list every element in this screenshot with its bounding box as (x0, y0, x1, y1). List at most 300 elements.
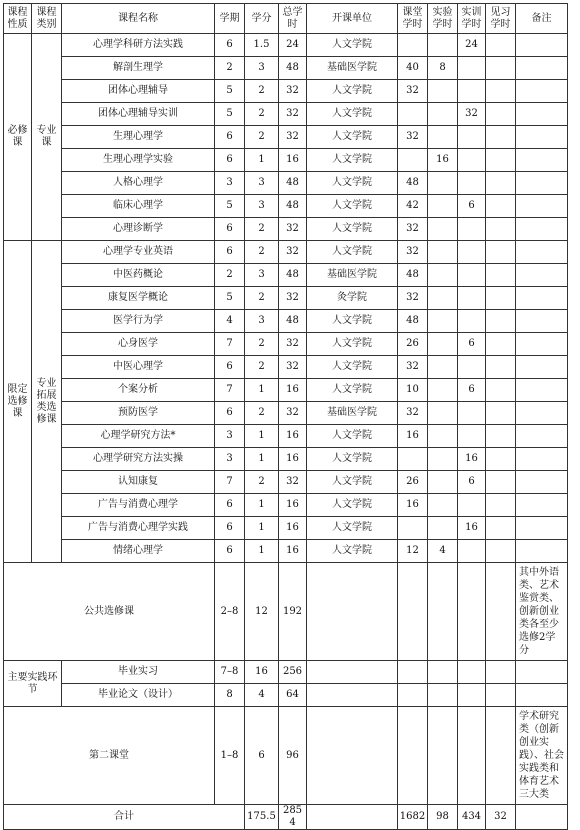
course-term: 6 (215, 34, 245, 57)
course-hours: 24 (279, 34, 307, 57)
course-term: 6 (215, 402, 245, 425)
internship-hours (486, 34, 516, 57)
course-unit: 人文学院 (307, 310, 398, 333)
practice-row (4, 661, 568, 684)
course-name: 心身医学 (62, 333, 215, 356)
total-hours: 2854 (279, 805, 307, 830)
course-credit: 2 (245, 80, 279, 103)
course-row (4, 57, 568, 80)
course-name: 心理诊断学 (62, 218, 215, 241)
course-unit: 人文学院 (307, 494, 398, 517)
course-unit: 人文学院 (307, 540, 398, 563)
course-name: 心理学专业英语 (62, 241, 215, 264)
internship-hours (486, 379, 516, 402)
course-credit: 1 (245, 517, 279, 540)
course-unit: 人文学院 (307, 80, 398, 103)
practice-hours: 256 (279, 661, 307, 684)
training-hours: 16 (458, 517, 486, 540)
lecture-hours (398, 103, 428, 126)
course-unit: 人文学院 (307, 425, 398, 448)
practice-name: 毕业实习 (62, 661, 215, 684)
course-credit: 2 (245, 218, 279, 241)
course-credit: 1 (245, 540, 279, 563)
lab-hours (428, 517, 458, 540)
second-class-term: 1–8 (215, 707, 245, 805)
course-unit: 人文学院 (307, 218, 398, 241)
course-row (4, 287, 568, 310)
lab-hours (428, 471, 458, 494)
training-hours (458, 218, 486, 241)
course-name: 中医药概论 (62, 264, 215, 287)
public-elective-row (4, 563, 568, 661)
course-note (516, 57, 568, 80)
internship-hours (486, 80, 516, 103)
course-term: 6 (215, 356, 245, 379)
course-hours: 32 (279, 402, 307, 425)
course-term: 7 (215, 333, 245, 356)
course-row (4, 494, 568, 517)
course-credit: 1 (245, 425, 279, 448)
lecture-hours: 32 (398, 126, 428, 149)
course-term: 6 (215, 218, 245, 241)
total-training: 434 (458, 805, 486, 830)
course-name: 心理学研究方法* (62, 425, 215, 448)
practice-name: 毕业论文（设计） (62, 684, 215, 707)
course-hours: 16 (279, 517, 307, 540)
course-hours: 48 (279, 57, 307, 80)
course-term: 6 (215, 149, 245, 172)
training-hours (458, 540, 486, 563)
training-hours: 32 (458, 103, 486, 126)
lecture-hours (398, 517, 428, 540)
lab-hours: 8 (428, 57, 458, 80)
course-unit: 人文学院 (307, 356, 398, 379)
lab-hours: 4 (428, 540, 458, 563)
lecture-hours: 26 (398, 471, 428, 494)
practice-credit: 16 (245, 661, 279, 684)
course-term: 6 (215, 540, 245, 563)
course-nature: 限定选修课 (4, 241, 32, 563)
course-note (516, 103, 568, 126)
lecture-hours (398, 448, 428, 471)
course-name: 中医心理学 (62, 356, 215, 379)
course-hours: 16 (279, 425, 307, 448)
lecture-hours: 32 (398, 402, 428, 425)
course-name: 临床心理学 (62, 195, 215, 218)
lecture-hours: 48 (398, 264, 428, 287)
internship-hours (486, 494, 516, 517)
course-note (516, 425, 568, 448)
total-label: 合计 (4, 805, 245, 830)
course-unit: 人文学院 (307, 172, 398, 195)
internship-hours (486, 310, 516, 333)
course-category: 专业课 (32, 34, 62, 241)
course-row (4, 448, 568, 471)
course-unit: 灸学院 (307, 287, 398, 310)
internship-hours (486, 517, 516, 540)
lecture-hours: 12 (398, 540, 428, 563)
course-unit: 人文学院 (307, 241, 398, 264)
header-internship-hours: 见习学时 (486, 4, 516, 34)
training-hours (458, 425, 486, 448)
course-credit: 2 (245, 103, 279, 126)
course-unit: 人文学院 (307, 126, 398, 149)
course-row (4, 310, 568, 333)
course-note (516, 172, 568, 195)
course-name: 预防医学 (62, 402, 215, 425)
course-row (4, 195, 568, 218)
second-class-row (4, 707, 568, 805)
lab-hours (428, 333, 458, 356)
lab-hours (428, 264, 458, 287)
lecture-hours: 32 (398, 241, 428, 264)
training-hours (458, 172, 486, 195)
course-note (516, 540, 568, 563)
course-note (516, 241, 568, 264)
course-note (516, 34, 568, 57)
practice-term: 8 (215, 684, 245, 707)
course-credit: 1 (245, 379, 279, 402)
internship-hours (486, 264, 516, 287)
lecture-hours: 48 (398, 172, 428, 195)
lab-hours (428, 448, 458, 471)
course-row (4, 333, 568, 356)
course-row (4, 356, 568, 379)
training-hours: 6 (458, 195, 486, 218)
practice-credit: 4 (245, 684, 279, 707)
total-lab: 98 (428, 805, 458, 830)
course-hours: 16 (279, 149, 307, 172)
lab-hours (428, 80, 458, 103)
course-credit: 1 (245, 149, 279, 172)
header-total-hours: 总学时 (279, 4, 307, 34)
lab-hours (428, 379, 458, 402)
course-term: 2 (215, 264, 245, 287)
course-hours: 32 (279, 103, 307, 126)
lab-hours (428, 402, 458, 425)
lab-hours (428, 172, 458, 195)
course-name: 广告与消费心理学实践 (62, 517, 215, 540)
course-credit: 1.5 (245, 34, 279, 57)
course-credit: 2 (245, 333, 279, 356)
course-row (4, 172, 568, 195)
course-name: 心理学科研方法实践 (62, 34, 215, 57)
header-row (4, 4, 568, 34)
course-credit: 2 (245, 287, 279, 310)
course-unit: 基础医学院 (307, 264, 398, 287)
course-name: 团体心理辅导实训 (62, 103, 215, 126)
course-row (4, 471, 568, 494)
internship-hours (486, 241, 516, 264)
course-credit: 3 (245, 57, 279, 80)
curriculum-table (3, 3, 568, 830)
course-note (516, 80, 568, 103)
course-note (516, 494, 568, 517)
course-credit: 2 (245, 126, 279, 149)
public-elective-hours: 192 (279, 563, 307, 661)
course-row (4, 517, 568, 540)
course-hours: 48 (279, 172, 307, 195)
course-hours: 48 (279, 264, 307, 287)
header-nature: 课程性质 (4, 4, 32, 34)
lecture-hours: 26 (398, 333, 428, 356)
course-note (516, 126, 568, 149)
course-unit: 人文学院 (307, 471, 398, 494)
course-nature: 必修课 (4, 34, 32, 241)
lab-hours (428, 103, 458, 126)
course-note (516, 471, 568, 494)
training-hours: 6 (458, 379, 486, 402)
training-hours (458, 356, 486, 379)
lab-hours (428, 287, 458, 310)
course-hours: 32 (279, 333, 307, 356)
course-unit: 人文学院 (307, 103, 398, 126)
public-elective-name: 公共选修课 (4, 563, 215, 661)
lab-hours (428, 310, 458, 333)
course-term: 4 (215, 310, 245, 333)
lecture-hours: 42 (398, 195, 428, 218)
course-unit: 人文学院 (307, 34, 398, 57)
course-note (516, 517, 568, 540)
training-hours (458, 149, 486, 172)
course-note (516, 287, 568, 310)
course-credit: 1 (245, 494, 279, 517)
course-hours: 32 (279, 471, 307, 494)
lab-hours (428, 425, 458, 448)
header-lecture-hours: 课堂学时 (398, 4, 428, 34)
lab-hours (428, 494, 458, 517)
training-hours (458, 310, 486, 333)
second-class-note: 学术研究类（创新创业实践）、社会实践类和体育艺术三大类 (516, 707, 568, 805)
course-hours: 16 (279, 494, 307, 517)
lecture-hours (398, 34, 428, 57)
course-unit: 人文学院 (307, 517, 398, 540)
course-hours: 16 (279, 379, 307, 402)
course-note (516, 379, 568, 402)
course-name: 康复医学概论 (62, 287, 215, 310)
course-credit: 3 (245, 195, 279, 218)
course-unit: 人文学院 (307, 195, 398, 218)
total-internship: 32 (486, 805, 516, 830)
training-hours: 6 (458, 333, 486, 356)
course-name: 广告与消费心理学 (62, 494, 215, 517)
course-credit: 3 (245, 172, 279, 195)
course-row (4, 379, 568, 402)
total-credit: 175.5 (245, 805, 279, 830)
course-hours: 48 (279, 310, 307, 333)
internship-hours (486, 126, 516, 149)
second-class-hours: 96 (279, 707, 307, 805)
course-row (4, 126, 568, 149)
lab-hours (428, 126, 458, 149)
course-note (516, 402, 568, 425)
course-term: 6 (215, 517, 245, 540)
training-hours (458, 57, 486, 80)
header-note: 备注 (516, 4, 568, 34)
training-hours (458, 287, 486, 310)
training-hours: 16 (458, 448, 486, 471)
course-unit: 人文学院 (307, 149, 398, 172)
public-elective-term: 2–8 (215, 563, 245, 661)
course-credit: 3 (245, 310, 279, 333)
practice-term: 7–8 (215, 661, 245, 684)
course-hours: 16 (279, 540, 307, 563)
header-unit: 开课单位 (307, 4, 398, 34)
header-category: 课程类别 (32, 4, 62, 34)
course-term: 6 (215, 494, 245, 517)
course-note (516, 195, 568, 218)
course-hours: 16 (279, 448, 307, 471)
course-term: 6 (215, 126, 245, 149)
course-hours: 32 (279, 126, 307, 149)
lecture-hours: 16 (398, 494, 428, 517)
course-name: 团体心理辅导 (62, 80, 215, 103)
course-unit: 人文学院 (307, 448, 398, 471)
second-class-name: 第二课堂 (4, 707, 215, 805)
course-credit: 1 (245, 448, 279, 471)
lecture-hours: 32 (398, 80, 428, 103)
course-unit: 基础医学院 (307, 57, 398, 80)
course-name: 情绪心理学 (62, 540, 215, 563)
course-credit: 3 (245, 264, 279, 287)
lab-hours (428, 34, 458, 57)
course-credit: 2 (245, 402, 279, 425)
course-row (4, 425, 568, 448)
course-term: 5 (215, 287, 245, 310)
internship-hours (486, 356, 516, 379)
course-unit: 人文学院 (307, 379, 398, 402)
course-name: 生理心理学实验 (62, 149, 215, 172)
second-class-credit: 6 (245, 707, 279, 805)
course-name: 心理学研究方法实操 (62, 448, 215, 471)
internship-hours (486, 287, 516, 310)
lecture-hours: 40 (398, 57, 428, 80)
course-row (4, 264, 568, 287)
course-note (516, 149, 568, 172)
course-hours: 32 (279, 356, 307, 379)
internship-hours (486, 172, 516, 195)
lecture-hours (398, 149, 428, 172)
course-note (516, 218, 568, 241)
header-lab-hours: 实验学时 (428, 4, 458, 34)
lecture-hours: 32 (398, 287, 428, 310)
course-hours: 32 (279, 241, 307, 264)
internship-hours (486, 149, 516, 172)
course-category: 专业拓展类选修课 (32, 241, 62, 563)
course-row (4, 103, 568, 126)
training-hours (458, 126, 486, 149)
course-name: 个案分析 (62, 379, 215, 402)
internship-hours (486, 448, 516, 471)
course-row (4, 34, 568, 57)
internship-hours (486, 195, 516, 218)
total-row (4, 805, 568, 830)
course-term: 3 (215, 172, 245, 195)
course-term: 6 (215, 241, 245, 264)
internship-hours (486, 540, 516, 563)
course-row (4, 540, 568, 563)
training-hours: 6 (458, 471, 486, 494)
lecture-hours: 32 (398, 218, 428, 241)
lab-hours: 16 (428, 149, 458, 172)
course-note (516, 356, 568, 379)
course-credit: 2 (245, 471, 279, 494)
course-note (516, 264, 568, 287)
course-term: 7 (215, 471, 245, 494)
lab-hours (428, 241, 458, 264)
course-hours: 32 (279, 218, 307, 241)
training-hours: 24 (458, 34, 486, 57)
lab-hours (428, 218, 458, 241)
course-term: 7 (215, 379, 245, 402)
public-elective-note: 其中外语类、艺术鉴赏类、创新创业类各至少选修2学分 (516, 563, 568, 661)
course-note (516, 448, 568, 471)
course-row (4, 402, 568, 425)
course-term: 2 (215, 57, 245, 80)
internship-hours (486, 57, 516, 80)
course-name: 医学行为学 (62, 310, 215, 333)
header-training-hours: 实训学时 (458, 4, 486, 34)
course-unit: 基础医学院 (307, 402, 398, 425)
lecture-hours: 32 (398, 356, 428, 379)
course-hours: 32 (279, 80, 307, 103)
course-hours: 32 (279, 287, 307, 310)
training-hours (458, 80, 486, 103)
lecture-hours: 48 (398, 310, 428, 333)
internship-hours (486, 402, 516, 425)
training-hours (458, 402, 486, 425)
course-term: 3 (215, 425, 245, 448)
internship-hours (486, 218, 516, 241)
total-lecture: 1682 (398, 805, 428, 830)
internship-hours (486, 471, 516, 494)
internship-hours (486, 425, 516, 448)
course-row (4, 241, 568, 264)
lab-hours (428, 356, 458, 379)
practice-row (4, 684, 568, 707)
course-hours: 48 (279, 195, 307, 218)
practice-hours: 64 (279, 684, 307, 707)
header-term: 学期 (215, 4, 245, 34)
course-term: 3 (215, 448, 245, 471)
course-term: 5 (215, 195, 245, 218)
training-hours (458, 494, 486, 517)
course-credit: 2 (245, 356, 279, 379)
training-hours (458, 241, 486, 264)
course-name: 解剖生理学 (62, 57, 215, 80)
course-row (4, 149, 568, 172)
course-name: 生理心理学 (62, 126, 215, 149)
header-course-name: 课程名称 (62, 4, 215, 34)
course-note (516, 310, 568, 333)
course-credit: 2 (245, 241, 279, 264)
course-term: 5 (215, 103, 245, 126)
course-name: 人格心理学 (62, 172, 215, 195)
course-row (4, 80, 568, 103)
public-elective-credit: 12 (245, 563, 279, 661)
course-unit: 人文学院 (307, 333, 398, 356)
practice-label: 主要实践环节 (4, 661, 62, 707)
course-note (516, 333, 568, 356)
internship-hours (486, 333, 516, 356)
course-name: 认知康复 (62, 471, 215, 494)
training-hours (458, 264, 486, 287)
lab-hours (428, 195, 458, 218)
header-credit: 学分 (245, 4, 279, 34)
course-term: 5 (215, 80, 245, 103)
lecture-hours: 10 (398, 379, 428, 402)
internship-hours (486, 103, 516, 126)
